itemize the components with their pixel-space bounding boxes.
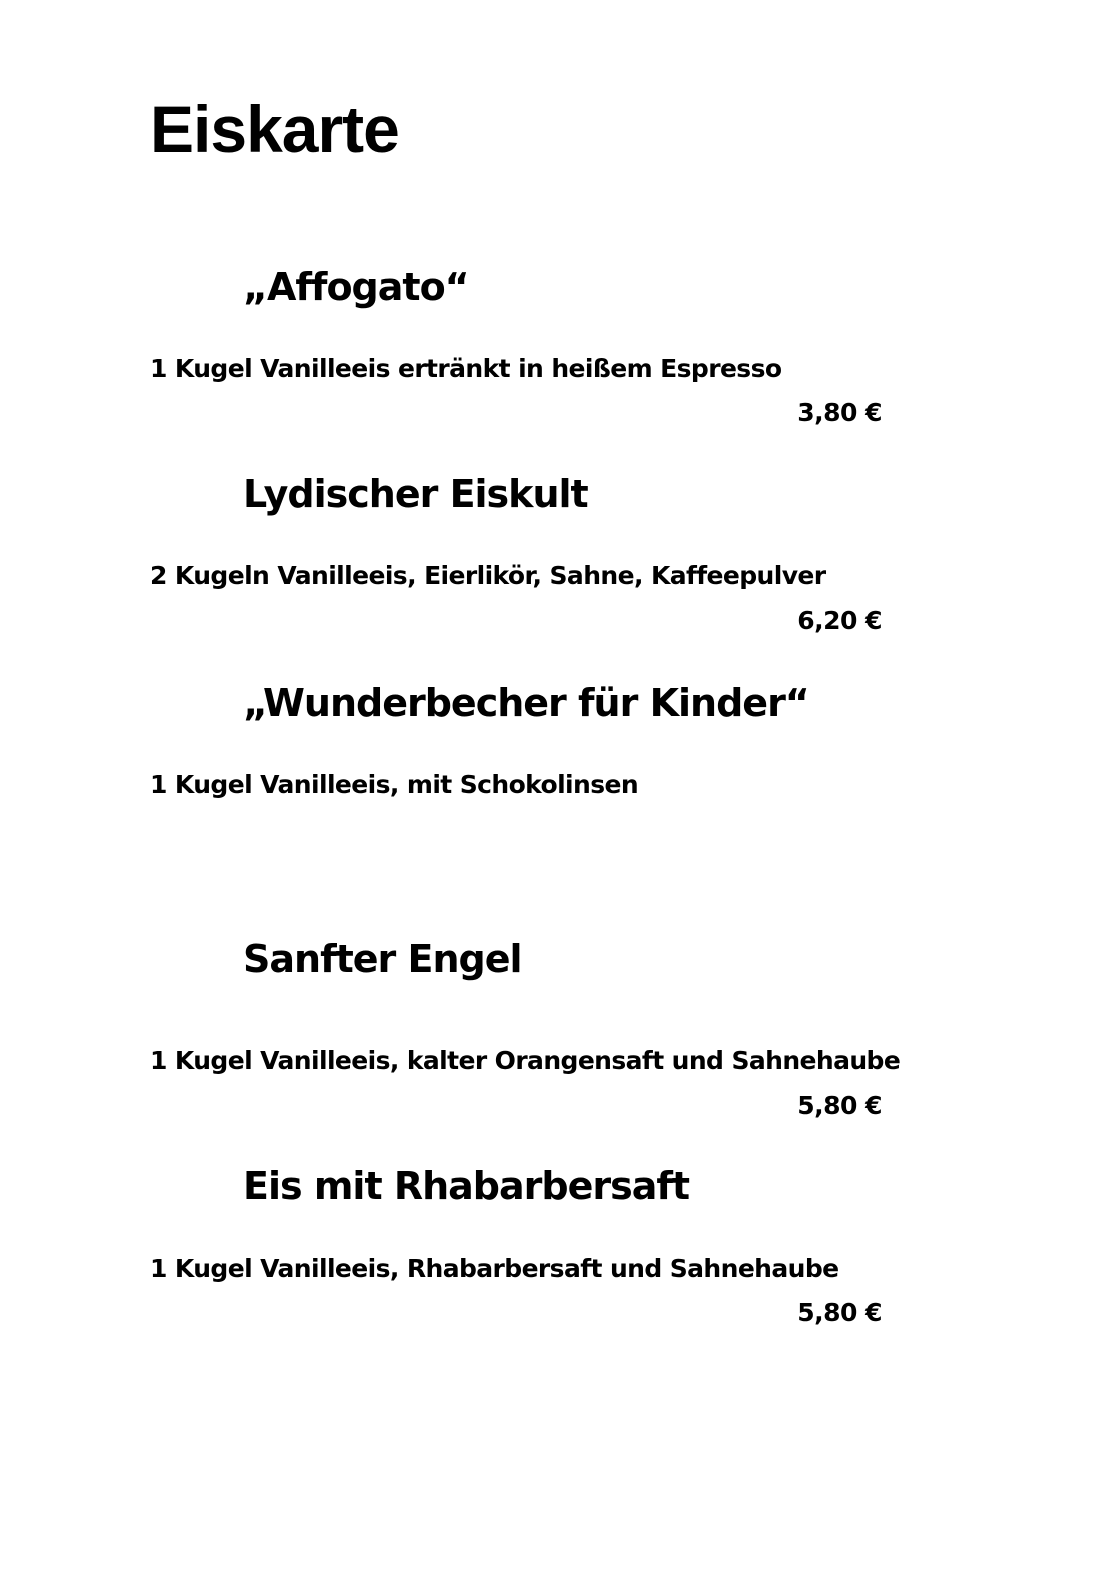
menu-item-name: „Wunderbecher für Kinder“: [243, 681, 809, 725]
menu-item-description: 2 Kugeln Vanilleeis, Eierlikör, Sahne, Kaffeepulver: [150, 561, 826, 590]
menu-item-description: 1 Kugel Vanilleeis, Rhabarbersaft und Sahnehaube: [150, 1254, 839, 1283]
menu-item-description: 1 Kugel Vanilleeis, kalter Orangensaft und Sahnehaube: [150, 1046, 901, 1075]
menu-item-price: 6,20 €: [797, 606, 882, 635]
menu-item-name: Eis mit Rhabarbersaft: [243, 1164, 690, 1208]
menu-item-price: 5,80 €: [797, 1091, 882, 1120]
menu-item-name: „Affogato“: [243, 265, 469, 309]
page-title: Eiskarte: [150, 92, 399, 166]
menu-item-price: 5,80 €: [797, 1298, 882, 1327]
menu-item-price: 3,80 €: [797, 398, 882, 427]
menu-item-name: Lydischer Eiskult: [243, 472, 588, 516]
menu-item-description: 1 Kugel Vanilleeis ertränkt in heißem Espresso: [150, 354, 782, 383]
menu-item-description: 1 Kugel Vanilleeis, mit Schokolinsen: [150, 770, 639, 799]
menu-item-name: Sanfter Engel: [243, 937, 522, 981]
